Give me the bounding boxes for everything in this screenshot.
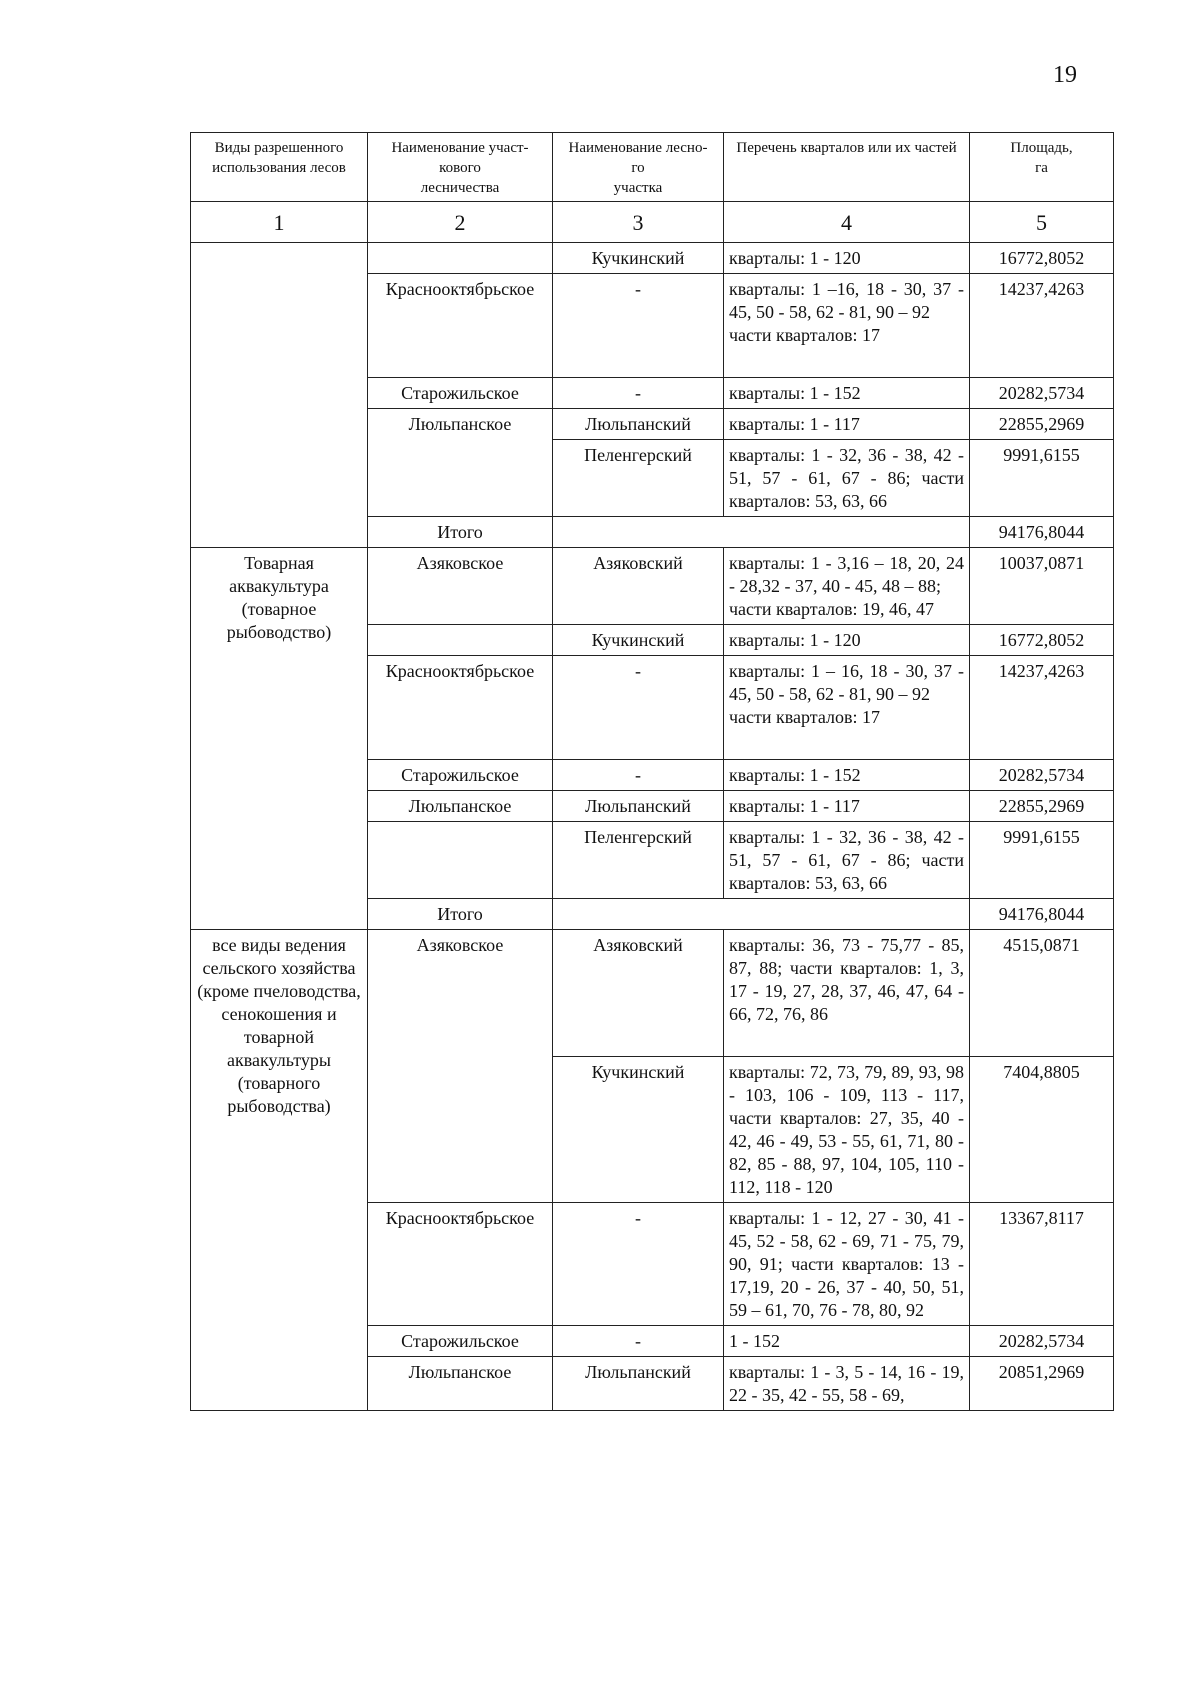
area-cell: 13367,8117 (970, 1203, 1114, 1326)
table-row (191, 243, 1114, 274)
column-number: 5 (970, 202, 1114, 243)
table-header-row (191, 133, 1114, 202)
quarters-cell: кварталы: 36, 73 - 75,77 - 85, 87, 88; части кварталов: 1, 3, 17 - 19, 27, 28, 37, 46, 47, 64 - 66, 72, 76, 86 (724, 930, 970, 1057)
forest-area-cell: Кучкинский (553, 625, 724, 656)
total-empty-cell (553, 899, 970, 930)
quarters-cell: кварталы: 1 - 117 (724, 791, 970, 822)
forest-area-cell: Азяковский (553, 930, 724, 1057)
forest-area-cell: Пеленгерский (553, 440, 724, 517)
header-quarters-list: Перечень кварталов или их частей (724, 133, 970, 202)
forest-area-cell: - (553, 274, 724, 378)
column-number: 1 (191, 202, 368, 243)
total-area: 94176,8044 (970, 517, 1114, 548)
area-cell: 7404,8805 (970, 1057, 1114, 1203)
forest-area-cell: Люльпанский (553, 791, 724, 822)
area-cell: 22855,2969 (970, 409, 1114, 440)
quarters-cell: кварталы: 1 - 32, 36 - 38, 42 - 51, 57 - 61, 67 - 86; части кварталов: 53, 63, 66 (724, 440, 970, 517)
area-cell: 16772,8052 (970, 243, 1114, 274)
area-cell: 22855,2969 (970, 791, 1114, 822)
area-cell: 20282,5734 (970, 1326, 1114, 1357)
quarters-cell: кварталы: 1 - 117 (724, 409, 970, 440)
area-cell: 14237,4263 (970, 656, 1114, 760)
forest-area-cell: - (553, 378, 724, 409)
area-cell: 14237,4263 (970, 274, 1114, 378)
quarters-cell: кварталы: 72, 73, 79, 89, 93, 98 - 103, 106 - 109, 113 - 117, части кварталов: 27, 35, 40 - 42, 46 - 49, 53 - 55, 61, 71, 80 - 82, 85 - 88, 97, 104, 105, 110 - 112, 118 - 120 (724, 1057, 970, 1203)
district-cell: Старожильское (368, 1326, 553, 1357)
quarters-cell: кварталы: 1 – 16, 18 - 30, 37 - 45, 50 - 58, 62 - 81, 90 – 92 части кварталов: 17 (724, 656, 970, 760)
forest-area-cell: Люльпанский (553, 409, 724, 440)
forest-area-cell: Кучкинский (553, 1057, 724, 1203)
forest-area-cell: Пеленгерский (553, 822, 724, 899)
district-cell: Краснооктябрьское (368, 656, 553, 760)
quarters-cell: 1 - 152 (724, 1326, 970, 1357)
table-row (191, 548, 1114, 625)
forest-area-cell: - (553, 760, 724, 791)
quarters-cell: кварталы: 1 - 120 (724, 243, 970, 274)
quarters-cell: кварталы: 1 - 3, 5 - 14, 16 - 19, 22 - 35, 42 - 55, 58 - 69, (724, 1357, 970, 1411)
district-cell: Азяковское (368, 930, 553, 1203)
area-cell: 20851,2969 (970, 1357, 1114, 1411)
district-cell (368, 243, 553, 274)
quarters-cell: кварталы: 1 - 120 (724, 625, 970, 656)
column-number: 4 (724, 202, 970, 243)
quarters-cell: кварталы: 1 - 12, 27 - 30, 41 - 45, 52 - 58, 62 - 69, 71 - 75, 79, 90, 91; части кварталов: 13 - 17,19, 20 - 26, 37 - 40, 50, 51, 59 – 61, 70, 76 - 78, 80, 92 (724, 1203, 970, 1326)
total-label: Итого (368, 899, 553, 930)
total-empty-cell (553, 517, 970, 548)
district-cell: Люльпанское (368, 791, 553, 822)
quarters-cell: кварталы: 1 - 152 (724, 760, 970, 791)
area-cell: 4515,0871 (970, 930, 1114, 1057)
district-cell (368, 625, 553, 656)
quarters-cell: кварталы: 1 –16, 18 - 30, 37 - 45, 50 - 58, 62 - 81, 90 – 92 части кварталов: 17 (724, 274, 970, 378)
column-number: 3 (553, 202, 724, 243)
forest-area-cell: Люльпанский (553, 1357, 724, 1411)
total-label: Итого (368, 517, 553, 548)
area-cell: 16772,8052 (970, 625, 1114, 656)
forest-area-cell: Кучкинский (553, 243, 724, 274)
district-cell: Люльпанское (368, 1357, 553, 1411)
header-area-ha: Площадь, га (970, 133, 1114, 202)
forest-area-cell: - (553, 1203, 724, 1326)
column-number-row (191, 202, 1114, 243)
district-cell: Краснооктябрьское (368, 274, 553, 378)
header-forest-area: Наименование лесно- го участка (553, 133, 724, 202)
forest-area-cell: Азяковский (553, 548, 724, 625)
quarters-cell: кварталы: 1 - 3,16 – 18, 20, 24 - 28,32 - 37, 40 - 45, 48 – 88; части кварталов: 19, 46, 47 (724, 548, 970, 625)
page-number: 19 (1053, 62, 1077, 88)
quarters-cell: кварталы: 1 - 32, 36 - 38, 42 - 51, 57 - 61, 67 - 86; части кварталов: 53, 63, 66 (724, 822, 970, 899)
forest-area-cell: - (553, 1326, 724, 1357)
quarters-cell: кварталы: 1 - 152 (724, 378, 970, 409)
total-area: 94176,8044 (970, 899, 1114, 930)
district-cell (368, 822, 553, 899)
district-cell: Старожильское (368, 378, 553, 409)
header-usage-type: Виды разрешенного использования лесов (191, 133, 368, 202)
usage-type-cell: все виды ведения сельского хозяйства (кроме пчеловодства, сенокошения и товарной аквакультуры (товарного рыбоводства) (191, 930, 368, 1411)
district-cell: Люльпанское (368, 409, 553, 517)
area-cell: 20282,5734 (970, 378, 1114, 409)
area-cell: 10037,0871 (970, 548, 1114, 625)
header-district-forestry: Наименование участ- кового лесничества (368, 133, 553, 202)
forest-area-cell: - (553, 656, 724, 760)
area-cell: 9991,6155 (970, 822, 1114, 899)
usage-type-cell: Товарная аквакультура (товарное рыбоводство) (191, 548, 368, 930)
district-cell: Азяковское (368, 548, 553, 625)
area-cell: 20282,5734 (970, 760, 1114, 791)
usage-type-cell (191, 243, 368, 548)
forest-use-table (190, 132, 1114, 1411)
area-cell: 9991,6155 (970, 440, 1114, 517)
district-cell: Краснооктябрьское (368, 1203, 553, 1326)
district-cell: Старожильское (368, 760, 553, 791)
column-number: 2 (368, 202, 553, 243)
table-row (191, 930, 1114, 1057)
